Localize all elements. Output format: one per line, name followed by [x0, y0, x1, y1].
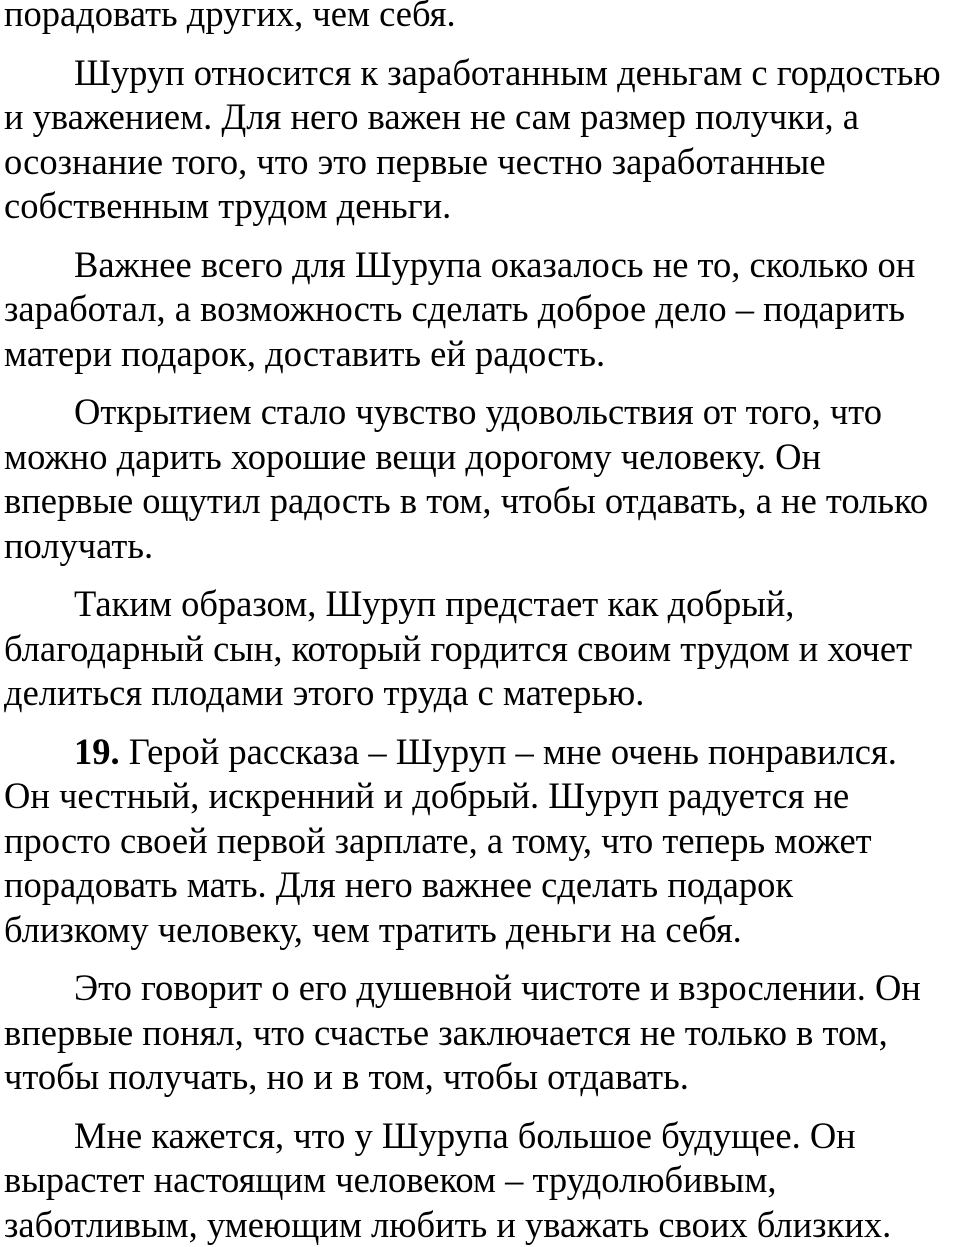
paragraph-4	[4, 390, 956, 568]
text-line: Открытием стало чувство удовольствия от того, что	[4, 390, 956, 435]
text-line: Важнее всего для Шурупа оказалось не то, сколько он	[4, 243, 956, 288]
answer-number: 19.	[74, 731, 120, 772]
text-line: получать.	[4, 524, 956, 569]
text-line-rest: Герой рассказа – Шуруп – мне очень понравился.	[120, 731, 897, 772]
paragraph-6	[4, 730, 956, 953]
text-line: заботливым, умеющим любить и уважать своих близких.	[4, 1203, 956, 1247]
text-line: осознание того, что это первые честно заработанные	[4, 140, 956, 185]
text-line: просто своей первой зарплате, а тому, что теперь может	[4, 819, 956, 864]
text-line: можно дарить хорошие вещи дорогому человеку. Он	[4, 435, 956, 480]
paragraph-7	[4, 966, 956, 1100]
text-line: Мне кажется, что у Шурупа большое будущее. Он	[4, 1114, 956, 1159]
text-line: близкому человеку, чем тратить деньги на себя.	[4, 908, 956, 953]
text-line: матери подарок, доставить ей радость.	[4, 332, 956, 377]
text-line: впервые ощутил радость в том, чтобы отдавать, а не только	[4, 479, 956, 524]
text-line: благодарный сын, который гордится своим трудом и хочет	[4, 627, 956, 672]
paragraph-2	[4, 51, 956, 229]
text-line: собственным трудом деньги.	[4, 184, 956, 229]
paragraph-8	[4, 1114, 956, 1247]
text-line: Таким образом, Шуруп предстает как добрый,	[4, 582, 956, 627]
text-line: Это говорит о его душевной чистоте и взрослении. Он	[4, 966, 956, 1011]
text-line: заработал, а возможность сделать доброе дело – подарить	[4, 287, 956, 332]
text-line: Шуруп относится к заработанным деньгам с гордостью	[4, 51, 956, 96]
text-line: впервые понял, что счастье заключается не только в том,	[4, 1011, 956, 1056]
paragraph-3	[4, 243, 956, 377]
text-line-numbered	[4, 730, 956, 775]
text-line: порадовать мать. Для него важнее сделать подарок	[4, 863, 956, 908]
text-line: вырастет настоящим человеком – трудолюбивым,	[4, 1158, 956, 1203]
text-line: и уважением. Для него важен не сам размер получки, а	[4, 95, 956, 140]
paragraph-5	[4, 582, 956, 716]
text-line: Он честный, искренний и добрый. Шуруп радуется не	[4, 774, 956, 819]
text-line: делиться плодами этого труда с матерью.	[4, 671, 956, 716]
paragraph-1	[4, 0, 956, 37]
text-line: порадовать других, чем себя.	[4, 0, 956, 37]
text-line: чтобы получать, но и в том, чтобы отдавать.	[4, 1055, 956, 1100]
